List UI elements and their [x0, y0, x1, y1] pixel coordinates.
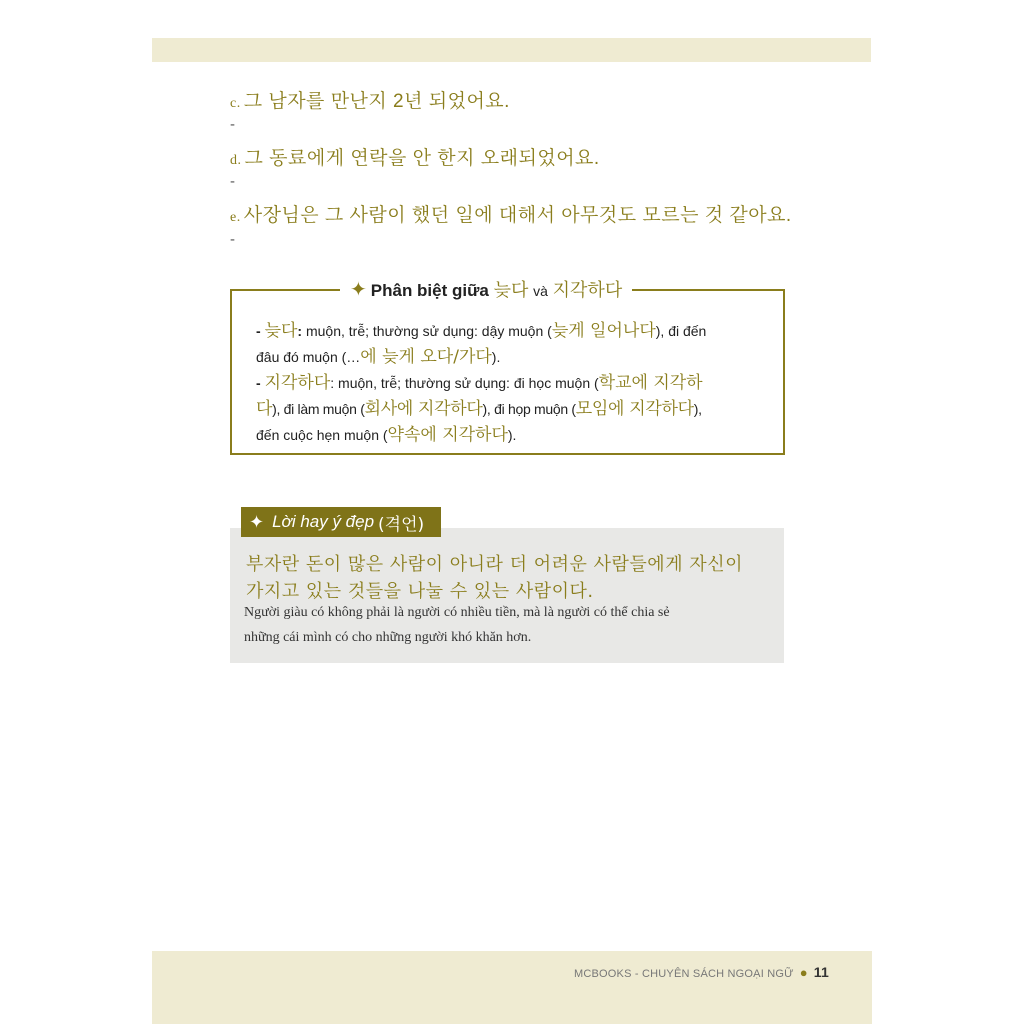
sparkle-star-icon: ✦: [249, 511, 265, 532]
quote-tag-label: Lời hay ý đẹp: [272, 512, 375, 531]
exercise-c: [230, 86, 510, 113]
exercise-letter: e.: [230, 210, 241, 225]
term-word: 지각하다: [264, 373, 331, 393]
text: đâu đó muộn (…: [256, 349, 361, 365]
korean-example: 회사에 지각하다: [364, 399, 483, 419]
quote-tag-korean: (격언): [378, 514, 425, 535]
compare-line-2: [256, 342, 500, 367]
footer-band: [152, 951, 872, 1024]
term-word: 늦다: [264, 321, 298, 341]
publisher-name: MCBOOKS - CHUYÊN SÁCH NGOẠI NGỮ: [574, 968, 794, 980]
sparkle-star-icon: ✦: [350, 279, 367, 301]
compare-line-3: [256, 368, 703, 393]
answer-dash: -: [230, 116, 235, 133]
compare-box-title: [340, 276, 632, 302]
answer-dash: -: [230, 231, 235, 248]
exercise-letter: d.: [230, 153, 242, 168]
header-band: [152, 38, 871, 62]
title-prefix: Phân biệt giữa: [370, 281, 489, 300]
korean-example: 에 늦게 오다/가다: [360, 347, 492, 367]
korean-example: 약속에 지각하다: [387, 425, 508, 445]
quote-vietnamese-line-1: Người giàu có không phải là người có nhiều tiền, mà là người có thể chia sẻ: [244, 605, 670, 620]
text: đến cuộc hẹn muộn (: [256, 427, 388, 443]
exercise-text: 그 남자를 만난지 2년 되었어요.: [243, 91, 510, 112]
text: ), đi làm muộn (: [272, 401, 365, 417]
text: ),: [693, 401, 702, 417]
compare-line-5: [256, 420, 516, 445]
text: ), đi đến: [655, 323, 707, 339]
exercise-d: [230, 143, 600, 170]
footer: [574, 964, 829, 980]
quote-vietnamese-line-2: những cái mình có cho những người khó khăn hơn.: [244, 630, 532, 645]
korean-example: 모임에 지각하다: [575, 399, 694, 419]
quote-korean-line-1: 부자란 돈이 많은 사람이 아니라 더 어려운 사람들에게 자신이: [246, 554, 743, 575]
exercise-text: 그 동료에게 연락을 안 한지 오래되었어요.: [244, 148, 600, 169]
compare-line-1: [256, 316, 706, 341]
bullet-dash: -: [256, 323, 261, 339]
exercise-letter: c.: [230, 96, 241, 111]
title-word2: 지각하다: [552, 280, 623, 301]
text: muộn, trễ; thường sử dụng: dậy muộn (: [302, 323, 552, 339]
bullet-dash: -: [256, 375, 261, 391]
answer-dash: -: [230, 173, 235, 190]
korean-example: 다: [256, 399, 273, 419]
compare-line-4: [256, 394, 702, 419]
colon: :: [297, 323, 303, 339]
text: ).: [491, 349, 501, 365]
quote-tag: [241, 507, 441, 537]
text: ), đi họp muộn (: [482, 401, 576, 417]
text: ).: [507, 427, 517, 443]
title-and: và: [533, 283, 548, 299]
exercise-e: [230, 200, 792, 227]
korean-example: 학교에 지각하: [598, 373, 703, 393]
bullet-dot-icon: ●: [799, 965, 808, 980]
quote-korean-line-2: 가지고 있는 것들을 나눌 수 있는 사람이다.: [246, 581, 594, 602]
exercise-text: 사장님은 그 사람이 했던 일에 대해서 아무것도 모르는 것 같아요.: [243, 205, 792, 226]
text: : muộn, trễ; thường sử dụng: đi học muộn (: [330, 375, 599, 391]
title-word1: 늦다: [493, 280, 529, 301]
page-number: 11: [813, 964, 829, 980]
korean-example: 늦게 일어나다: [551, 321, 656, 341]
